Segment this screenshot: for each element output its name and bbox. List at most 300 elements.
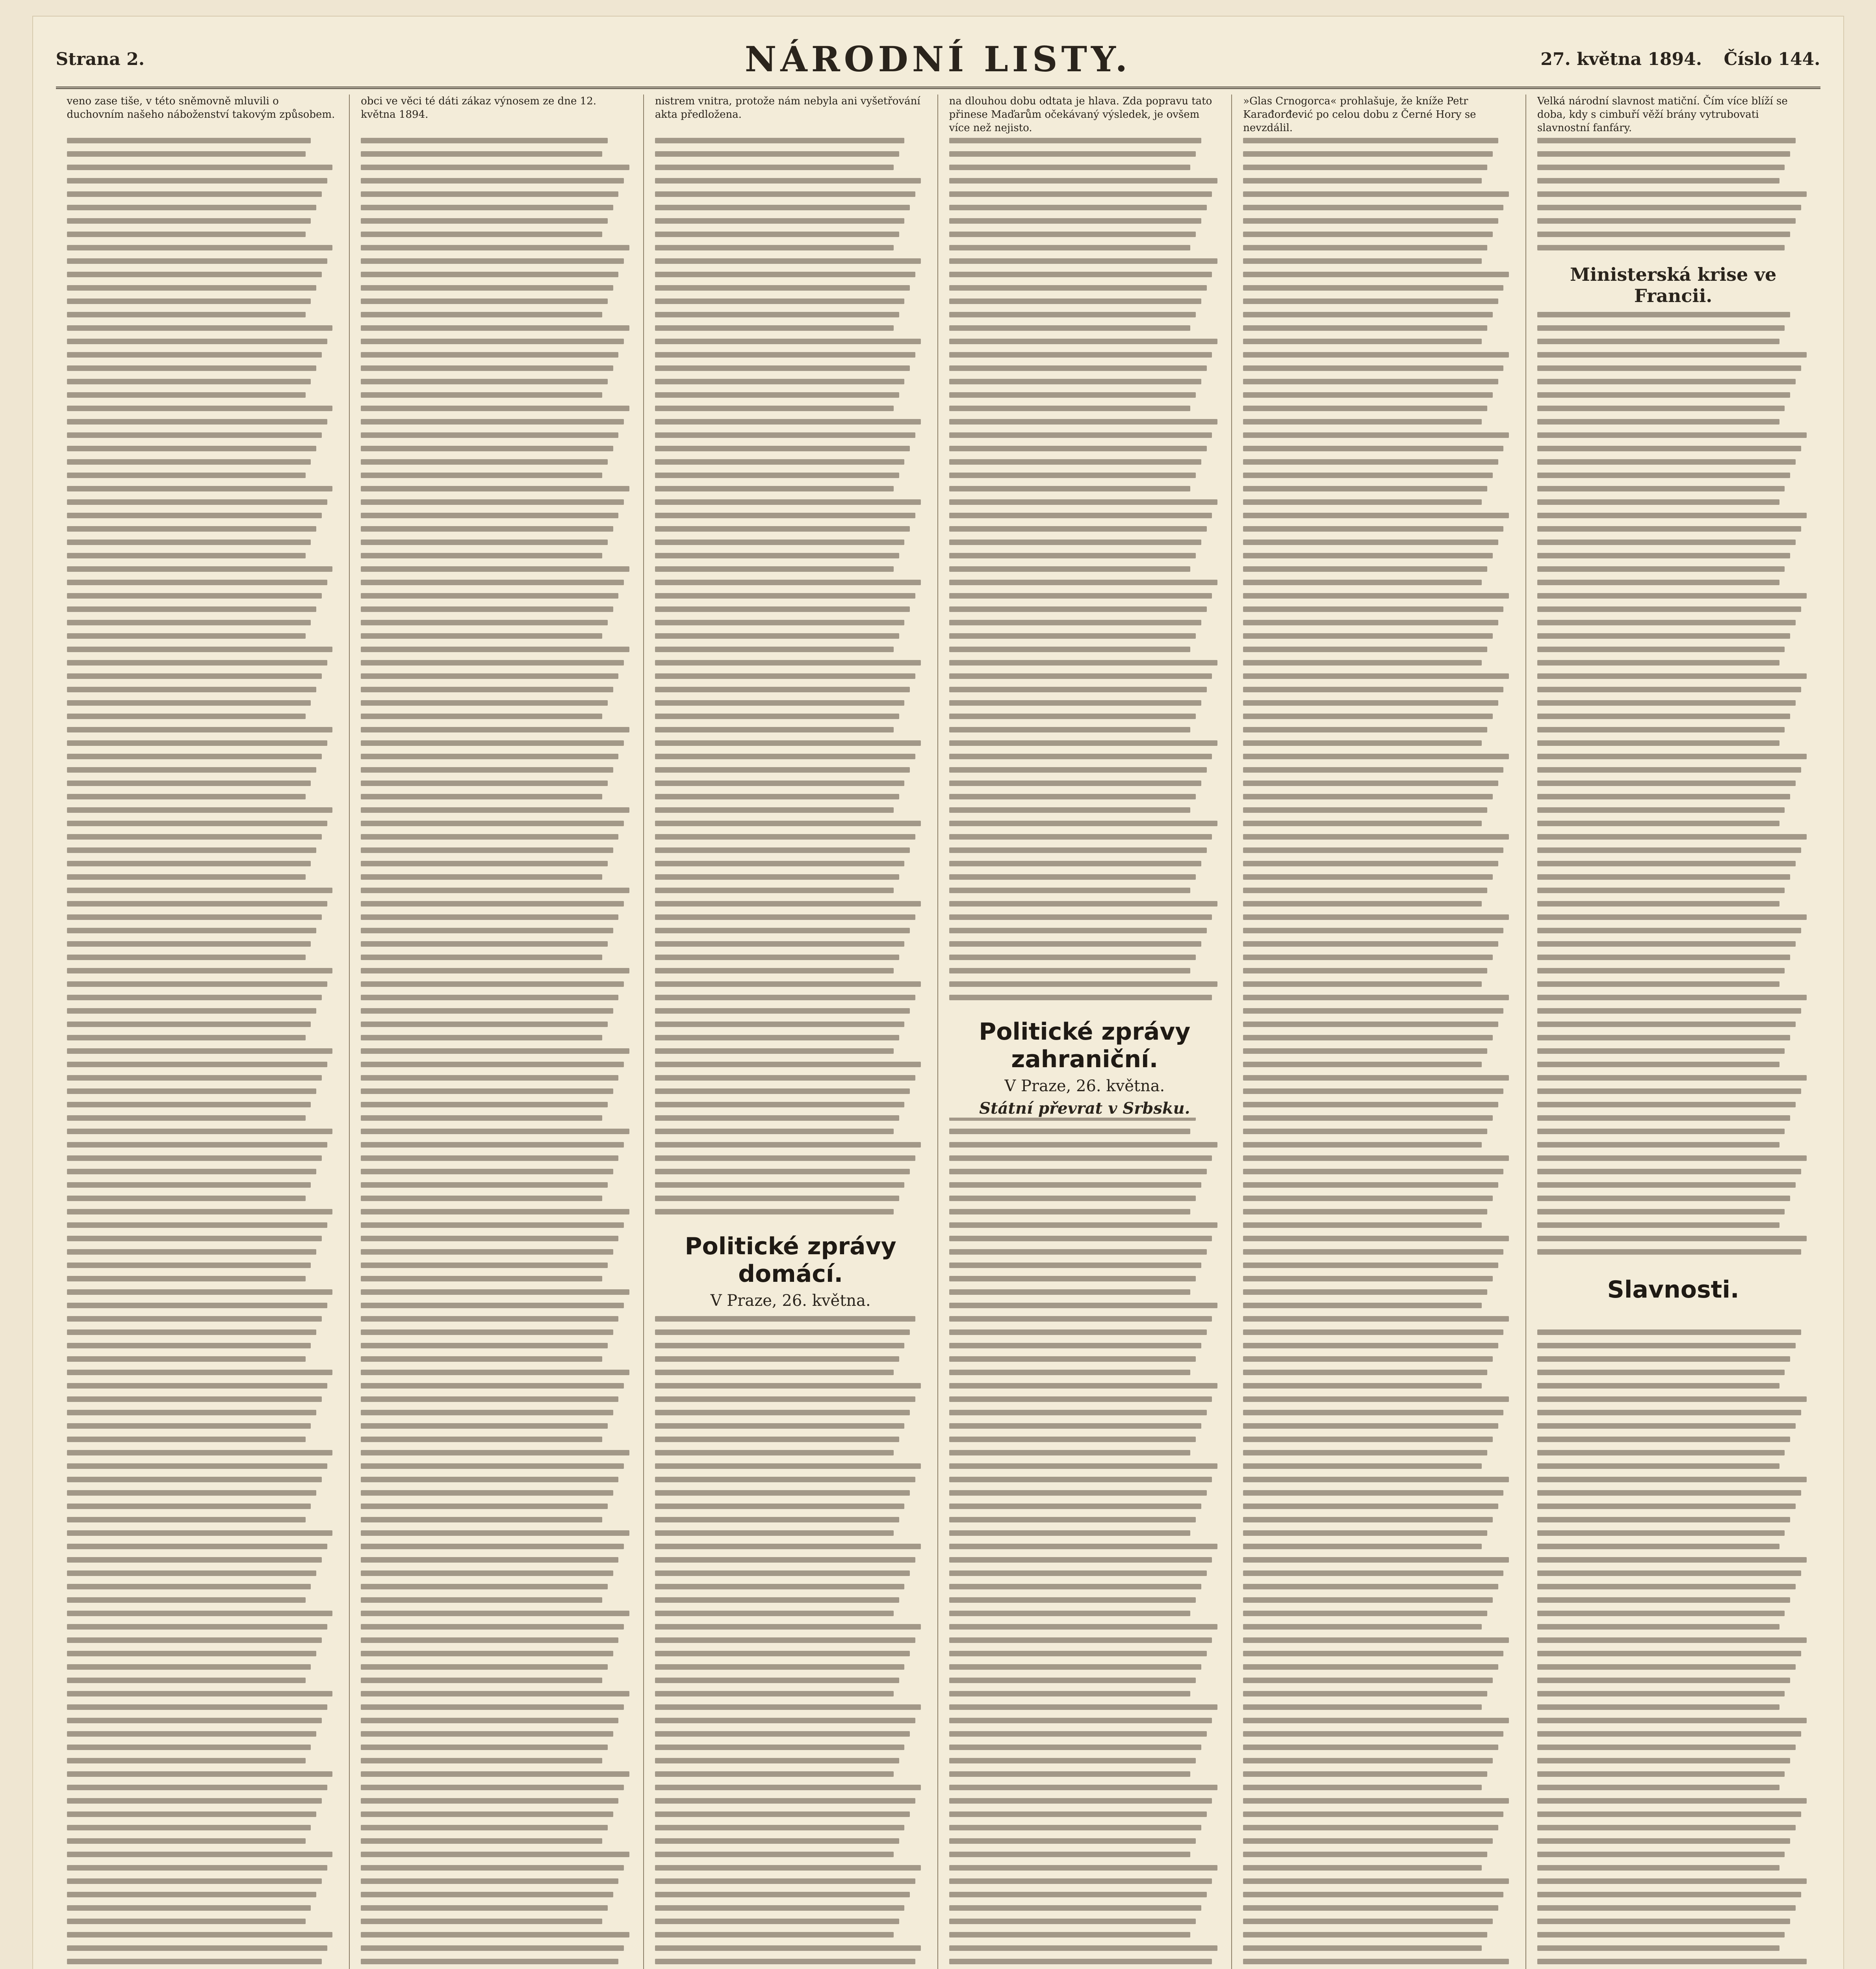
text-line bbox=[67, 1316, 322, 1322]
text-line bbox=[949, 1410, 1207, 1415]
text-line bbox=[67, 1008, 317, 1014]
text-line bbox=[361, 1249, 613, 1255]
text-line bbox=[361, 1102, 608, 1107]
text-line bbox=[67, 1731, 317, 1737]
text-line bbox=[67, 178, 327, 184]
text-line bbox=[949, 700, 1201, 706]
text-line bbox=[361, 1678, 602, 1683]
text-line bbox=[67, 1450, 333, 1455]
text-line bbox=[655, 1396, 915, 1402]
text-line bbox=[655, 941, 905, 947]
text-line bbox=[1537, 1811, 1801, 1817]
text-line bbox=[1243, 566, 1487, 572]
text-line bbox=[361, 1892, 613, 1897]
text-line bbox=[949, 218, 1201, 224]
text-line bbox=[361, 205, 613, 210]
text-line bbox=[949, 1811, 1207, 1817]
text-line bbox=[1243, 406, 1487, 411]
text-line bbox=[655, 165, 894, 170]
text-line bbox=[67, 673, 322, 679]
text-line bbox=[1243, 740, 1482, 746]
text-line bbox=[1243, 861, 1498, 866]
text-line bbox=[1243, 821, 1482, 826]
text-line bbox=[67, 968, 333, 973]
text-line bbox=[67, 1584, 311, 1589]
text-line bbox=[67, 580, 327, 585]
text-line bbox=[67, 1718, 322, 1723]
text-line bbox=[1243, 1570, 1503, 1576]
masthead-bar bbox=[56, 32, 1820, 89]
text-line bbox=[67, 647, 333, 652]
text-line bbox=[949, 606, 1207, 612]
text-line bbox=[361, 1115, 602, 1121]
text-line bbox=[1243, 1932, 1487, 1937]
text-line bbox=[655, 432, 915, 438]
column-lead-text: obci ve věci té dáti zákaz výnosem ze dne 12. května 1894. bbox=[361, 95, 632, 121]
text-line bbox=[949, 245, 1191, 250]
text-line bbox=[949, 941, 1201, 947]
text-line bbox=[1537, 740, 1780, 746]
text-line bbox=[949, 1905, 1201, 1911]
text-line bbox=[655, 1637, 915, 1643]
text-line bbox=[655, 1329, 910, 1335]
text-line bbox=[655, 486, 894, 491]
text-line bbox=[67, 1356, 306, 1362]
text-line bbox=[655, 1597, 899, 1603]
text-line bbox=[1243, 727, 1487, 732]
text-line bbox=[361, 1718, 618, 1723]
text-line bbox=[67, 1570, 317, 1576]
text-line bbox=[1243, 1209, 1487, 1214]
text-line bbox=[361, 138, 608, 143]
text-line bbox=[67, 1905, 311, 1911]
text-line bbox=[949, 968, 1191, 973]
text-line bbox=[1537, 1570, 1801, 1576]
text-line bbox=[361, 1905, 608, 1911]
issue-date: 27. května 1894. bbox=[1540, 49, 1702, 69]
text-line bbox=[949, 1557, 1212, 1563]
text-line bbox=[1537, 1450, 1785, 1455]
text-line bbox=[1243, 647, 1487, 652]
text-line bbox=[1537, 1088, 1801, 1094]
text-line bbox=[361, 714, 602, 719]
text-line bbox=[949, 1276, 1196, 1281]
text-line bbox=[1243, 781, 1498, 786]
text-line bbox=[655, 285, 910, 291]
text-line bbox=[949, 1838, 1196, 1844]
text-line bbox=[949, 1396, 1212, 1402]
text-line bbox=[1537, 1945, 1780, 1951]
text-line bbox=[655, 1611, 894, 1616]
column-lead-text: Velká národní slavnost matiční. Čím více blíží se doba, kdy s cimbuří věží brány vytrubovati slavnostní fanfáry. bbox=[1537, 95, 1809, 135]
text-line bbox=[655, 339, 921, 344]
text-line bbox=[1243, 914, 1509, 920]
text-line bbox=[655, 1196, 899, 1201]
text-line bbox=[361, 325, 629, 331]
text-line bbox=[1537, 1785, 1780, 1790]
text-line bbox=[361, 392, 602, 398]
text-line bbox=[67, 1370, 333, 1375]
text-line bbox=[67, 1477, 322, 1482]
text-line bbox=[67, 807, 333, 813]
text-line bbox=[655, 1584, 905, 1589]
text-line bbox=[1243, 1075, 1509, 1081]
text-line bbox=[67, 553, 306, 558]
text-line bbox=[1243, 847, 1503, 853]
text-line bbox=[67, 1410, 317, 1415]
text-line bbox=[67, 1825, 311, 1830]
text-line bbox=[67, 687, 317, 692]
text-line bbox=[361, 901, 624, 907]
text-line bbox=[949, 1611, 1191, 1616]
text-line bbox=[361, 874, 602, 880]
text-line bbox=[1243, 352, 1509, 358]
text-line bbox=[655, 968, 894, 973]
text-line bbox=[949, 1825, 1201, 1830]
text-line bbox=[949, 526, 1207, 532]
text-line bbox=[361, 687, 613, 692]
text-line bbox=[949, 1691, 1191, 1696]
text-line bbox=[67, 1155, 322, 1161]
text-line bbox=[361, 1370, 629, 1375]
text-line bbox=[67, 1704, 327, 1710]
text-line bbox=[1243, 687, 1503, 692]
text-line bbox=[1243, 1852, 1487, 1857]
text-line bbox=[361, 1022, 608, 1027]
text-line bbox=[1243, 901, 1482, 907]
text-line bbox=[949, 714, 1196, 719]
text-line bbox=[1537, 339, 1780, 344]
text-line bbox=[949, 981, 1218, 987]
text-line bbox=[1537, 1356, 1790, 1362]
text-line bbox=[361, 1878, 618, 1884]
text-line bbox=[361, 1852, 629, 1857]
text-line bbox=[949, 499, 1218, 505]
text-line bbox=[655, 1691, 894, 1696]
text-line bbox=[949, 928, 1207, 933]
text-line bbox=[1243, 1249, 1503, 1255]
text-line bbox=[655, 1798, 915, 1804]
domestic-news-title: Politické zprávy domácí. bbox=[685, 1233, 896, 1288]
text-line bbox=[1243, 928, 1503, 933]
text-line bbox=[361, 312, 602, 317]
text-line bbox=[1243, 1651, 1503, 1656]
text-line bbox=[67, 1142, 327, 1148]
text-line bbox=[1243, 1477, 1509, 1482]
text-line bbox=[1537, 245, 1785, 250]
text-line bbox=[655, 593, 915, 599]
text-line bbox=[67, 1798, 322, 1804]
text-line bbox=[361, 540, 608, 545]
text-line bbox=[655, 1905, 905, 1911]
text-line bbox=[655, 1704, 921, 1710]
text-line bbox=[1537, 807, 1785, 813]
text-line bbox=[361, 1303, 624, 1308]
text-line bbox=[1537, 446, 1801, 451]
text-line bbox=[67, 1544, 327, 1549]
text-line bbox=[67, 1115, 306, 1121]
text-line bbox=[361, 473, 602, 478]
text-line bbox=[655, 847, 910, 853]
text-line bbox=[67, 540, 311, 545]
text-line bbox=[655, 874, 899, 880]
text-line bbox=[949, 1182, 1201, 1188]
text-line bbox=[949, 352, 1212, 358]
text-line bbox=[67, 1075, 322, 1081]
text-line bbox=[67, 847, 317, 853]
text-line bbox=[655, 1115, 899, 1121]
text-line bbox=[949, 1584, 1201, 1589]
text-line bbox=[361, 419, 624, 425]
text-line bbox=[1243, 968, 1487, 973]
text-line bbox=[1537, 1035, 1790, 1040]
text-line bbox=[1243, 1691, 1487, 1696]
text-line bbox=[361, 1383, 624, 1389]
text-line bbox=[655, 1450, 894, 1455]
text-line bbox=[949, 1196, 1196, 1201]
text-line bbox=[1537, 606, 1801, 612]
text-line bbox=[949, 272, 1212, 277]
text-line bbox=[655, 1490, 910, 1496]
column-3-text bbox=[655, 95, 926, 1969]
text-line bbox=[1243, 1142, 1482, 1148]
text-line bbox=[1243, 1343, 1498, 1348]
text-line bbox=[1243, 499, 1482, 505]
text-line bbox=[655, 566, 894, 572]
text-line bbox=[949, 580, 1218, 585]
text-line bbox=[949, 794, 1196, 799]
text-line bbox=[1537, 1383, 1780, 1389]
text-line bbox=[949, 914, 1212, 920]
column-2-text bbox=[361, 95, 632, 1969]
text-line bbox=[1537, 218, 1796, 224]
text-line bbox=[1243, 767, 1503, 773]
text-line bbox=[949, 138, 1201, 143]
text-line bbox=[1537, 553, 1790, 558]
text-line bbox=[1243, 232, 1493, 237]
text-line bbox=[67, 258, 327, 264]
text-line bbox=[67, 1892, 317, 1897]
text-line bbox=[1537, 1771, 1785, 1777]
text-line bbox=[361, 1570, 613, 1576]
text-line bbox=[361, 352, 618, 358]
text-line bbox=[655, 620, 905, 625]
text-line bbox=[1537, 1008, 1801, 1014]
text-line bbox=[1537, 232, 1790, 237]
text-line bbox=[1537, 1463, 1780, 1469]
text-line bbox=[949, 1289, 1191, 1295]
text-line bbox=[361, 1651, 613, 1656]
text-line bbox=[361, 1276, 602, 1281]
text-line bbox=[67, 1276, 306, 1281]
text-line bbox=[1243, 1088, 1503, 1094]
text-line bbox=[1243, 955, 1493, 960]
text-line bbox=[1243, 794, 1493, 799]
text-line bbox=[1243, 1637, 1509, 1643]
text-line bbox=[1243, 1490, 1503, 1496]
text-line bbox=[361, 1356, 602, 1362]
text-line bbox=[67, 1303, 327, 1308]
text-line bbox=[67, 325, 333, 331]
text-line bbox=[949, 1544, 1218, 1549]
text-line bbox=[361, 593, 618, 599]
text-line bbox=[655, 1209, 894, 1214]
text-line bbox=[655, 1142, 921, 1148]
text-line bbox=[655, 365, 910, 371]
text-line bbox=[1537, 1329, 1801, 1335]
text-line bbox=[655, 1008, 910, 1014]
issue-number: Číslo 144. bbox=[1724, 49, 1820, 69]
text-line bbox=[655, 1838, 899, 1844]
text-line bbox=[361, 968, 629, 973]
text-line bbox=[655, 1035, 899, 1040]
text-line bbox=[1537, 995, 1807, 1000]
text-line bbox=[361, 606, 613, 612]
text-line bbox=[1243, 151, 1493, 157]
text-line bbox=[1243, 1704, 1482, 1710]
text-line bbox=[361, 1504, 608, 1509]
text-line bbox=[655, 1959, 915, 1964]
text-line bbox=[949, 1343, 1201, 1348]
text-line bbox=[361, 486, 629, 491]
text-line bbox=[67, 1129, 333, 1134]
text-line bbox=[1243, 1919, 1493, 1924]
text-line bbox=[361, 727, 629, 732]
text-line bbox=[67, 205, 317, 210]
text-line bbox=[655, 1865, 921, 1871]
text-line bbox=[1537, 1678, 1790, 1683]
text-line bbox=[361, 1289, 629, 1295]
text-line bbox=[361, 847, 613, 853]
text-line bbox=[67, 1557, 322, 1563]
text-line bbox=[67, 1423, 311, 1429]
text-line bbox=[1243, 1423, 1498, 1429]
text-line bbox=[67, 593, 322, 599]
text-line bbox=[67, 1664, 311, 1670]
text-line bbox=[361, 1704, 624, 1710]
text-line bbox=[1537, 1410, 1801, 1415]
text-line bbox=[67, 1343, 311, 1348]
text-line bbox=[655, 687, 910, 692]
text-line bbox=[655, 700, 905, 706]
text-line bbox=[1537, 499, 1780, 505]
text-line bbox=[67, 1758, 306, 1763]
foreign-news-title: Politické zprávy zahraniční. bbox=[979, 1018, 1191, 1073]
column-lead-text: »Glas Crnogorca« prohlašuje, že kníže Petr Karađorđević po celou dobu z Černé Hory se nevzdálil. bbox=[1243, 95, 1514, 135]
column-3 bbox=[644, 95, 938, 1969]
text-line bbox=[361, 459, 608, 465]
text-line bbox=[1537, 580, 1780, 585]
text-line bbox=[949, 165, 1191, 170]
text-line bbox=[361, 379, 608, 384]
text-line bbox=[949, 1504, 1201, 1509]
text-line bbox=[949, 874, 1196, 880]
text-line bbox=[67, 1745, 311, 1750]
ministerial-crisis-heading: Ministerská krise ve Francii. bbox=[1537, 264, 1809, 306]
column-5 bbox=[1232, 95, 1526, 1969]
text-line bbox=[655, 606, 910, 612]
text-line bbox=[949, 513, 1212, 518]
text-line bbox=[655, 1316, 915, 1322]
text-line bbox=[1537, 1115, 1790, 1121]
text-line bbox=[1537, 1597, 1790, 1603]
text-line bbox=[67, 1437, 306, 1442]
text-line bbox=[1537, 834, 1807, 840]
text-line bbox=[949, 1477, 1212, 1482]
text-line bbox=[1243, 1878, 1509, 1884]
text-line bbox=[67, 861, 311, 866]
text-line bbox=[1243, 1289, 1487, 1295]
text-line bbox=[67, 1088, 317, 1094]
text-line bbox=[949, 901, 1218, 907]
text-line bbox=[949, 834, 1212, 840]
domestic-news-heading bbox=[655, 1233, 926, 1310]
text-line bbox=[1537, 1704, 1780, 1710]
text-line bbox=[361, 1196, 602, 1201]
text-line bbox=[67, 1771, 333, 1777]
text-line bbox=[949, 1437, 1196, 1442]
text-line bbox=[1537, 1062, 1780, 1067]
text-line bbox=[1537, 673, 1807, 679]
text-line bbox=[1537, 727, 1785, 732]
text-line bbox=[1243, 593, 1509, 599]
text-line bbox=[655, 1771, 894, 1777]
text-line bbox=[655, 807, 894, 813]
text-line bbox=[655, 1919, 899, 1924]
text-line bbox=[361, 1396, 618, 1402]
text-line bbox=[949, 727, 1191, 732]
text-line bbox=[361, 1919, 602, 1924]
text-line bbox=[1243, 1731, 1503, 1737]
text-line bbox=[1243, 1370, 1487, 1375]
text-line bbox=[361, 1048, 629, 1054]
text-line bbox=[361, 1691, 629, 1696]
text-line bbox=[361, 1811, 613, 1817]
text-line bbox=[1537, 1838, 1790, 1844]
text-line bbox=[949, 486, 1191, 491]
text-line bbox=[655, 1370, 894, 1375]
text-line bbox=[949, 339, 1218, 344]
text-line bbox=[1243, 1437, 1493, 1442]
text-line bbox=[1243, 1316, 1509, 1322]
text-line bbox=[655, 1343, 905, 1348]
text-line bbox=[949, 232, 1196, 237]
text-line bbox=[1243, 1892, 1503, 1897]
text-line bbox=[1243, 1584, 1498, 1589]
text-line bbox=[361, 1838, 602, 1844]
text-line bbox=[655, 473, 899, 478]
text-line bbox=[67, 218, 311, 224]
text-line bbox=[361, 1129, 629, 1134]
text-line bbox=[67, 379, 311, 384]
text-line bbox=[1537, 1892, 1801, 1897]
text-line bbox=[655, 1624, 921, 1630]
text-line bbox=[1537, 1423, 1796, 1429]
text-line bbox=[655, 794, 899, 799]
festivities-heading bbox=[1537, 1276, 1809, 1303]
text-line bbox=[1537, 392, 1790, 398]
text-line bbox=[1243, 633, 1493, 639]
text-line bbox=[949, 781, 1201, 786]
text-line bbox=[655, 1932, 894, 1937]
text-line bbox=[655, 1785, 921, 1790]
text-line bbox=[67, 1182, 311, 1188]
text-line bbox=[361, 1222, 624, 1228]
text-line bbox=[949, 847, 1207, 853]
text-line bbox=[949, 1852, 1191, 1857]
text-line bbox=[361, 794, 602, 799]
text-line bbox=[1537, 700, 1796, 706]
